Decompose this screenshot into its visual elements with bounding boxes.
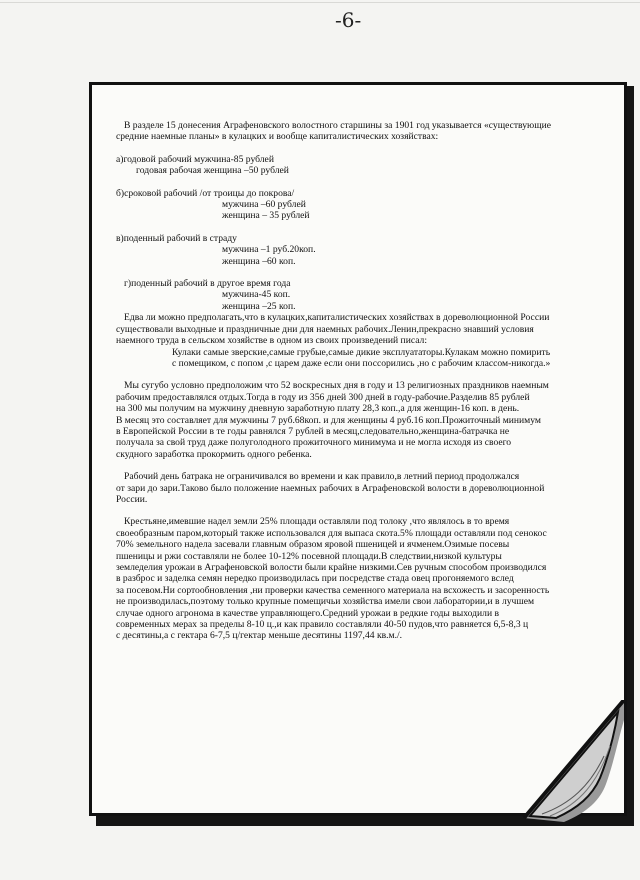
farming-line-6: в разброс и заделка семян нередко производилась при посредстве стада овец прогоняемого вслед <box>116 573 514 585</box>
item-g-line-2: мужчина-45 коп. <box>222 289 291 301</box>
intro-line-1: В разделе 15 донесения Аграфеновского волостного старшины за 1901 год указывается «существующие <box>124 120 551 131</box>
item-b-line-1: б)сроковой рабочий /от троицы до покрова/ <box>116 187 295 199</box>
item-b-line-2: мужчина –60 рублей <box>222 199 306 211</box>
farming-line-5: земледелия урожаи в Аграфеновской волости были крайне низкими.Сев ручным способом производился <box>116 562 547 573</box>
farming-line-7: за посевом.Ни сортообновления ,ни проверки качества семенного материала на всхожесть и засоренность <box>116 584 550 596</box>
document-body <box>116 120 592 642</box>
scan-edge-top <box>0 2 640 3</box>
item-v-line-1: в)поденный рабочий в страду <box>116 232 237 244</box>
farming-line-9: случае одного агронома в качестве управляющего.Средний урожаи в редкие годы выходили в <box>116 607 500 619</box>
item-g-line-1: г)поденный рабочий в другое время года <box>124 278 291 290</box>
wages-line-3: на 300 мы получим на мужчину дневную заработную плату 28,3 коп.,а для женщин-16 коп. в день. <box>116 403 520 415</box>
farming-line-3: 70% земельного надела засевали главным образом яровой пшеницей и ячменем.Озимые посевы <box>116 539 510 551</box>
farming-line-1: Крестьяне,имевшие надел земли 25% площади оставляли под толоку ,что являлось в то время <box>124 516 510 528</box>
wages-line-6: получала за свой труд даже полуголодного прожиточного минимума и не могла исходя из своего <box>116 437 512 449</box>
farming-line-8: не производилась,поэтому только крупные помещичьи хозяйства имели свои лаборатории,и в лучшем <box>116 596 535 608</box>
item-v-line-2: мужчина –1 руб.20коп. <box>222 244 316 256</box>
intro-line-2: средние наемные планы» в кулацких и вообще капиталистических хозяйствах: <box>116 131 439 143</box>
wages-line-5: в Европейской России в те годы равнялся 7 рублей в месяц,следовательно,женщина-батрачка не <box>116 425 510 437</box>
wages-line-2: рабочим предоставлялся отдых.Тогда в году из 356 дней 300 дней в году-рабочие.Разделив 85 рублей <box>116 391 530 403</box>
page-curl-icon <box>520 700 630 830</box>
lenin-line-3: наемного труда в сельском хозяйстве в одном из своих произведений писал: <box>116 335 427 347</box>
farming-line-4: пшеницы и ржи составляли не более 10-12% посевной площади.В следствии,низкой культуры <box>116 550 502 562</box>
item-g-line-3: женщина –25 коп. <box>222 300 296 312</box>
lenin-line-1: Едва ли можно предполагать,что в кулацких,капиталистических хозяйствах в дореволюционной России <box>124 312 550 324</box>
workday-line-2: от зари до зари.Таково было положение наемных рабочих в Аграфеновской волости в дореволюционной <box>116 482 545 494</box>
farming-line-10: современных мерах за пределы 8-10 ц.,и как правило составляли 40-50 пудов,что равняется 6,5-8,3 ц <box>116 619 529 631</box>
wages-line-4: В месяц это составляет для мужчины 7 руб.68коп. и для женщины 4 руб.16 коп.Прожиточный минимум <box>116 414 541 426</box>
workday-line-3: России. <box>116 493 148 505</box>
workday-line-1: Рабочий день батрака не ограничивался во времени и как правило,в летний период продолжался <box>124 471 520 483</box>
item-b-line-3: женщина – 35 рублей <box>222 210 310 222</box>
item-a-line-2: годовая рабочая женщина –50 рублей <box>136 165 289 177</box>
lenin-quote-line-2: с помещиком, с попом ,с царем даже если они поссорились ,но с рабочим классом-никогда.» <box>172 357 551 369</box>
lenin-quote-line-1: Кулаки самые зверские,самые грубые,самые дикие эксплуататоры.Кулакам можно помирить <box>172 346 551 358</box>
page-number: -6- <box>335 8 362 32</box>
lenin-line-2: существовали выходные и праздничные дни для наемных рабочих.Ленин,прекрасно знавший условия <box>116 323 534 335</box>
item-a-line-1: а)годовой рабочий мужчина-85 рублей <box>116 153 274 165</box>
item-v-line-3: женщина –60 коп. <box>222 255 296 267</box>
wages-line-1: Мы сугубо условно предположим что 52 воскресных дня в году и 13 религиозных праздников наемным <box>124 380 549 392</box>
farming-line-11: с десятины,а с гектара 6-7,5 ц/гектар меньше десятины 1197,44 кв.м./. <box>116 630 403 642</box>
wages-line-7: скудного заработка прокормить одного ребенка. <box>116 448 312 460</box>
farming-line-2: своеобразным паром,который также использовался для выпаса скота.5% площади оставляли под сенокос <box>116 527 547 539</box>
